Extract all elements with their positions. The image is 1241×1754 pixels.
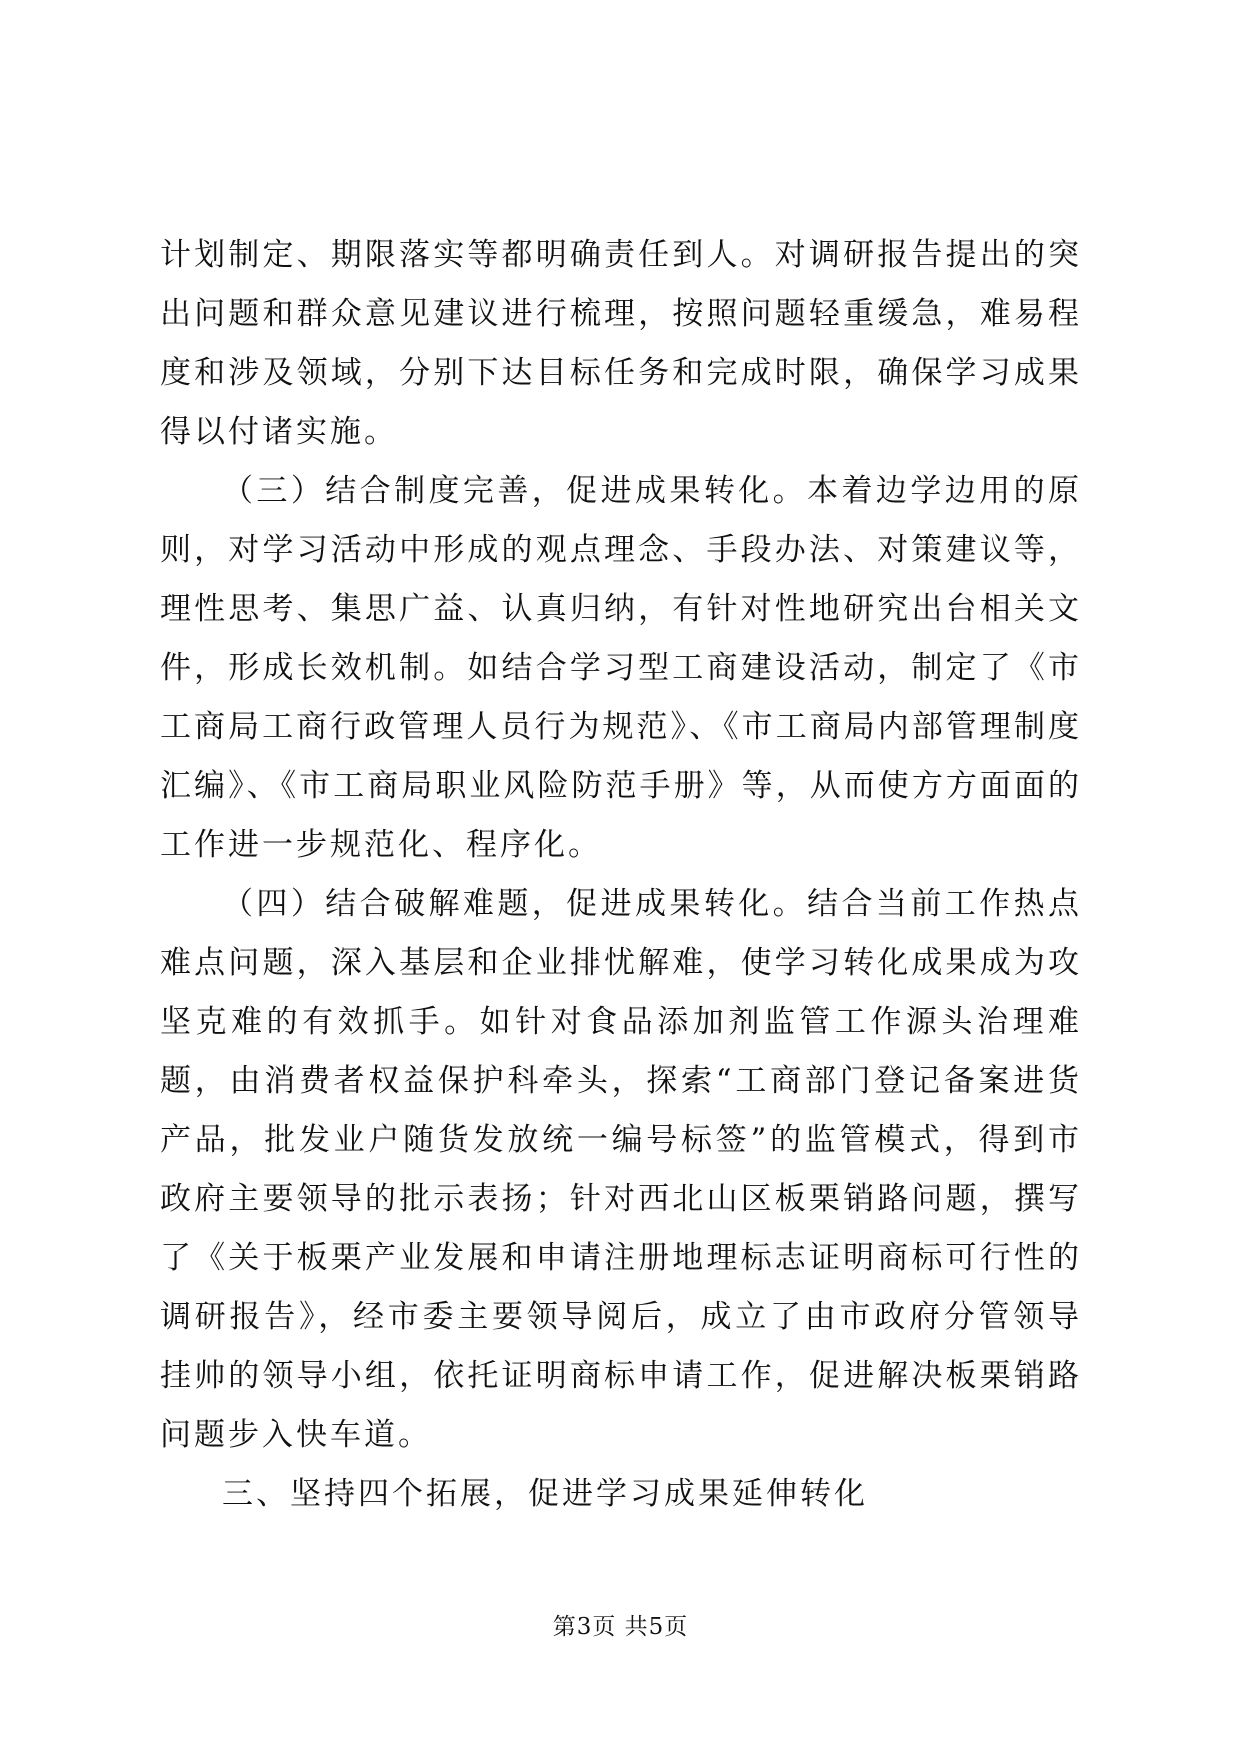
paragraph-section-three: （三）结合制度完善，促进成果转化。本着边学边用的原则，对学习活动中形成的观点理念、手段办法、对策建议等，理性思考、集思广益、认真归纳，有针对性地研究出台相关文件，形成长效机制。如结合学习型工商建设活动，制定了《市工商局工商行政管理人员行为规范》、《市工商局内部管理制度汇编》、《市工商局职业风险防范手册》等，从而使方方面面的工作进一步规范化、程序化。 (160, 473, 1082, 863)
section-heading: 三、坚持四个拓展，促进学习成果延伸转化 (222, 1476, 868, 1512)
document-body (160, 226, 1082, 1524)
paragraph-continuation: 计划制定、期限落实等都明确责任到人。对调研报告提出的突出问题和群众意见建议进行梳理，按照问题轻重缓急，难易程度和涉及领域，分别下达目标任务和完成时限，确保学习成果得以付诸实施。 (160, 237, 1082, 450)
paragraph-section-four: （四）结合破解难题，促进成果转化。结合当前工作热点难点问题，深入基层和企业排忧解难，使学习转化成果成为攻坚克难的有效抓手。如针对食品添加剂监管工作源头治理难题，由消费者权益保护科牵头，探索“工商部门登记备案进货产品，批发业户随货发放统一编号标签”的监管模式，得到市政府主要领导的批示表扬；针对西北山区板栗销路问题，撰写了《关于板栗产业发展和申请注册地理标志证明商标可行性的调研报告》，经市委主要领导阅后，成立了由市政府分管领导挂帅的领导小组，依托证明商标申请工作，促进解决板栗销路问题步入快车道。 (160, 886, 1082, 1453)
page-footer: 第3页 共5页 (552, 1614, 689, 1640)
